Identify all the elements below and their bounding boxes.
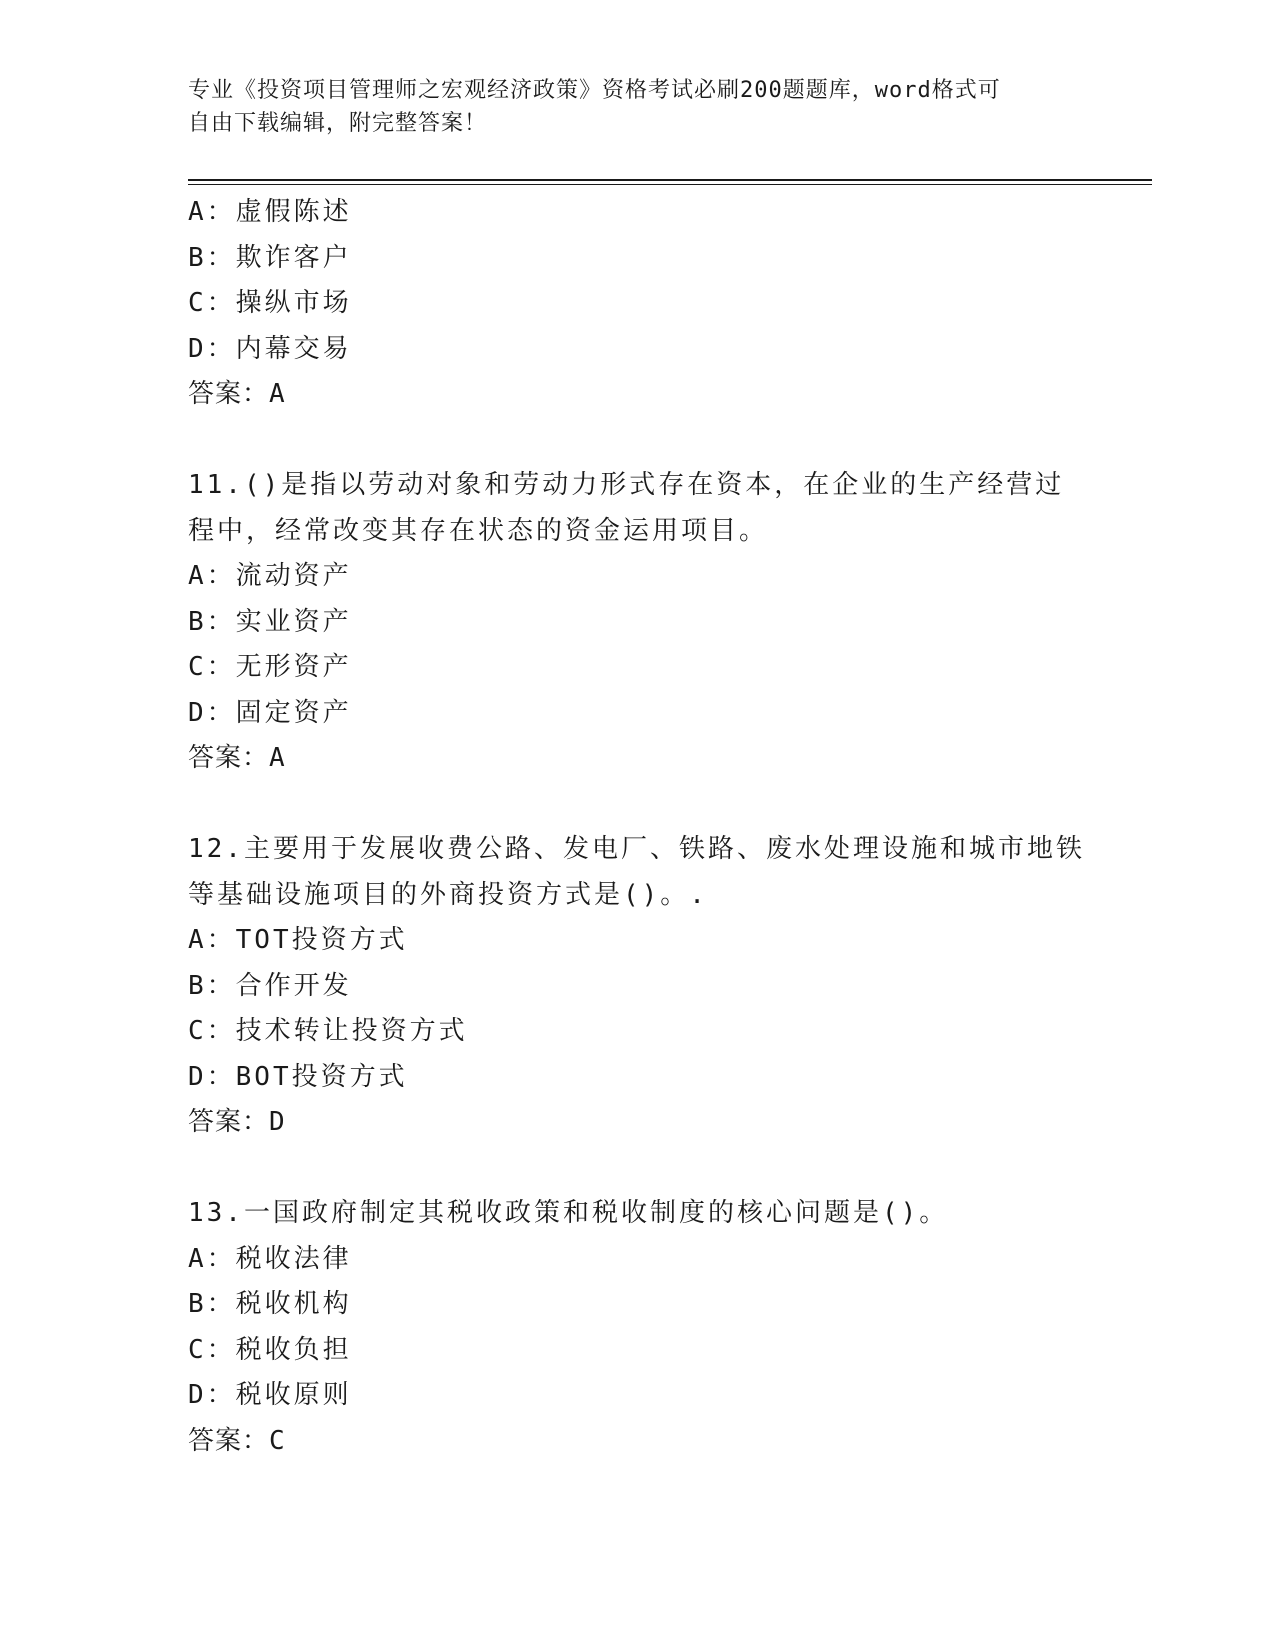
question-11-option-b: B：实业资产 — [188, 606, 352, 637]
question-13-option-c: C：税收负担 — [188, 1334, 352, 1365]
answer-value: A — [269, 743, 285, 773]
question-12-option-c: C：技术转让投资方式 — [188, 1016, 468, 1046]
question-11-answer — [188, 736, 1088, 782]
question-10-option-c: C：操纵市场 — [188, 288, 352, 318]
answer-value: A — [269, 379, 285, 409]
question-11-option-d: D：固定资产 — [188, 697, 352, 728]
question-12-option-d: D：BOT投资方式 — [188, 1061, 408, 1092]
question-10-option-d: D：内幕交易 — [188, 333, 352, 364]
question-13-option-a: A：税收法律 — [188, 1243, 352, 1274]
question-13-text: 13.一国政府制定其税收政策和税收制度的核心问题是()。 — [188, 1198, 949, 1228]
question-12-answer — [188, 1100, 1088, 1146]
question-10 — [188, 190, 1088, 418]
answer-label: 答案： — [188, 743, 270, 773]
question-13 — [188, 1191, 1088, 1464]
question-11-text: 11.()是指以劳动对象和劳动力形式存在资本，在企业的生产经营过程中，经常改变其存在状态的资金运用项目。 — [188, 470, 1065, 546]
question-11 — [188, 463, 1088, 782]
spacer — [188, 782, 1088, 828]
question-11-option-a: A：流动资产 — [188, 561, 352, 591]
document-header — [188, 74, 1068, 140]
question-10-answer — [188, 372, 1088, 418]
question-13-option-d: D：税收原则 — [188, 1380, 352, 1410]
question-13-option-b: B：税收机构 — [188, 1289, 352, 1319]
header-divider-thin — [188, 184, 1152, 185]
answer-label: 答案： — [188, 379, 270, 409]
answer-label: 答案： — [188, 1425, 270, 1456]
question-13-answer — [188, 1419, 1088, 1465]
header-line-2: 自由下载编辑，附完整答案！ — [188, 111, 488, 136]
question-list — [188, 190, 1088, 1464]
answer-value: D — [269, 1107, 285, 1137]
question-11-option-c: C：无形资产 — [188, 652, 352, 682]
question-12-option-a: A：TOT投资方式 — [188, 925, 408, 955]
question-10-option-a: A：虚假陈述 — [188, 197, 352, 227]
question-12 — [188, 827, 1088, 1146]
question-10-option-b: B：欺诈客户 — [188, 242, 352, 273]
spacer — [188, 1146, 1088, 1192]
header-divider-thick — [188, 179, 1152, 181]
question-12-text: 12.主要用于发展收费公路、发电厂、铁路、废水处理设施和城市地铁等基础设施项目的外商投资方式是()。. — [188, 834, 1085, 910]
question-12-option-b: B：合作开发 — [188, 970, 352, 1001]
spacer — [188, 418, 1088, 464]
answer-value: C — [269, 1425, 285, 1456]
header-line-1: 专业《投资项目管理师之宏观经济政策》资格考试必刷200题题库，word格式可 — [188, 78, 1001, 103]
answer-label: 答案： — [188, 1107, 270, 1137]
